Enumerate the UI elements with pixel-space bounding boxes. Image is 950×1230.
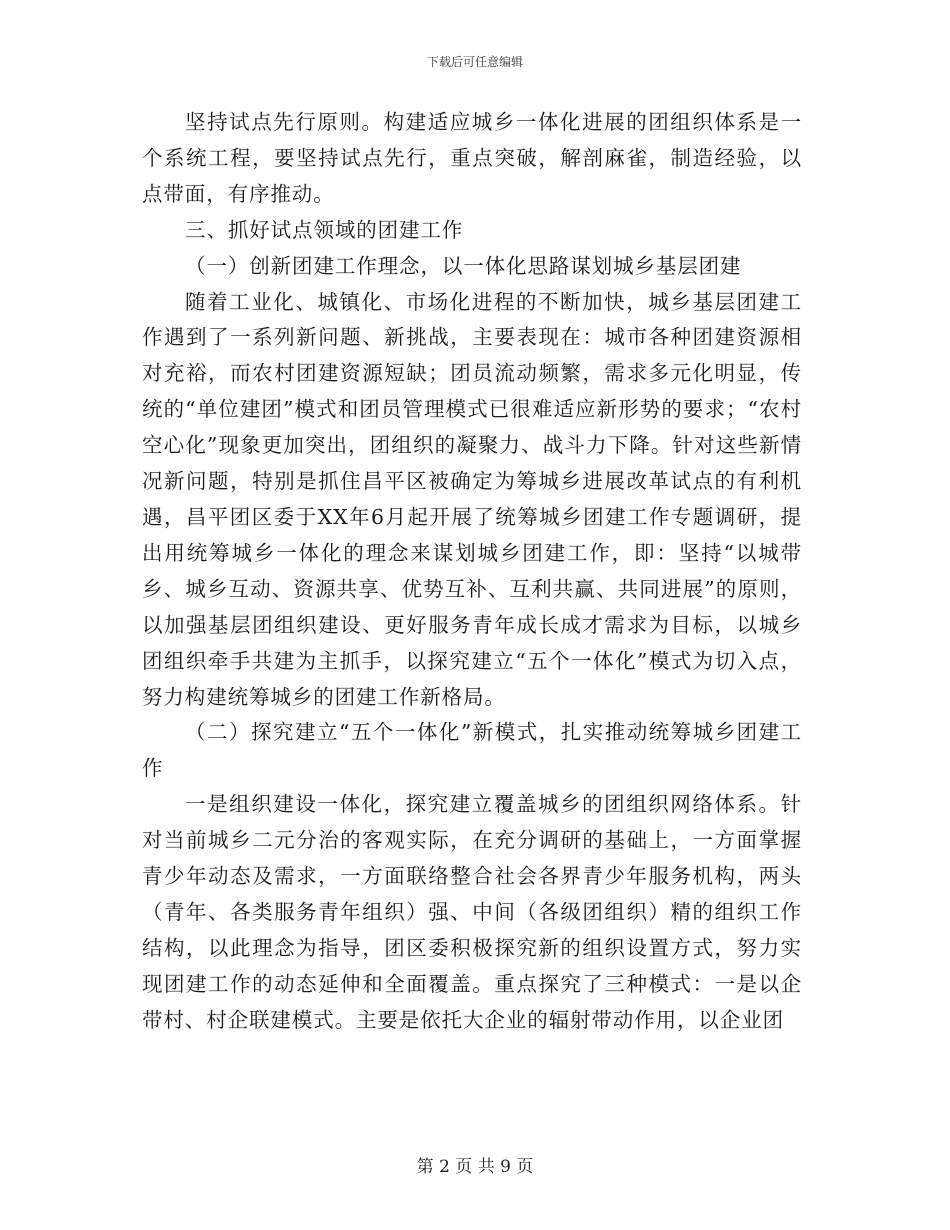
section-heading-three: 三、抓好试点领域的团建工作 — [185, 217, 464, 242]
paragraph-pilot-principle: 坚持试点先行原则。构建适应城乡一体化进展的团组织体系是一个系统工程，要坚持试点先行，重点突破，解剖麻雀，制造经验，以点带面，有序推动。 — [142, 110, 802, 206]
subsection-heading-one: （一）创新团建工作理念，以一体化思路谋划城乡基层团建 — [185, 253, 742, 278]
paragraph-background: 随着工业化、城镇化、市场化进程的不断加快，城乡基层团建工作遇到了一系列新问题、新挑战，主要表现在：城市各种团建资源相对充裕，而农村团建资源短缺；团员流动频繁，需求多元化明显，传统的“单位建团”模式和团员管理模式已很难适应新形势的要求；“农村空心化”现象更加突出，团组织的凝聚力、战斗力下降。针对这些新情况新问题，特别是抓住昌平区被确定为筹城乡进展改革试点的有利机遇，昌平团区委于XX年6月起开展了统筹城乡团建工作专题调研，提出用统筹城乡一体化的理念来谋划城乡团建工作，即：坚持“以城带乡、城乡互动、资源共享、优势互补、互利共赢、共同进展”的原则，以加强基层团组织建设、更好服务青年成长成才需求为目标，以城乡团组织牵手共建为主抓手，以探究建立“五个一体化”模式为切入点，努力构建统筹城乡的团建工作新格局。 — [142, 289, 802, 709]
page-header: 下载后可任意编辑 — [426, 55, 523, 69]
document-body — [142, 105, 802, 1039]
subsection-heading-two: （二）探究建立“五个一体化”新模式，扎实推动统筹城乡团建工作 — [142, 720, 802, 781]
page-footer: 第 2 页 共 9 页 — [416, 1157, 534, 1177]
paragraph-organization-building: 一是组织建设一体化，探究建立覆盖城乡的团组织网络体系。针对当前城乡二元分治的客观实际，在充分调研的基础上，一方面掌握青少年动态及需求，一方面联络整合社会各界青少年服务机构，两头（青年、各类服务青年组织）强、中间（各级团组织）精的组织工作结构，以此理念为指导，团区委积极探究新的组织设置方式，努力实现团建工作的动态延伸和全面覆盖。重点探究了三种模式：一是以企带村、村企联建模式。主要是依托大企业的辐射带动作用，以企业团 — [142, 792, 802, 1032]
